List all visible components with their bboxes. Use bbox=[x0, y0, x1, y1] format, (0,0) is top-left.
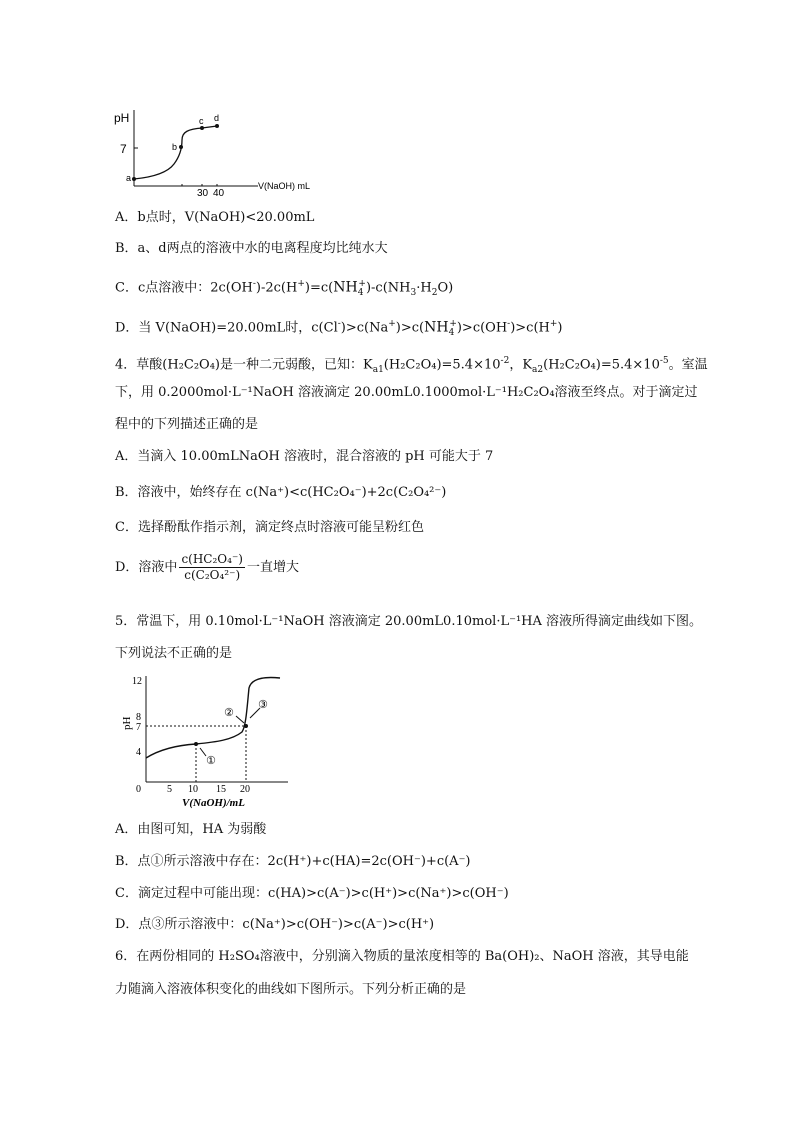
point-c bbox=[200, 126, 204, 130]
q5-option-b: B．点①所示溶液中存在：2c(H⁺)+c(HA)=2c(OH⁻)+c(A⁻) bbox=[115, 854, 471, 869]
y-axis-label: pH bbox=[121, 716, 133, 730]
titration-curve bbox=[146, 677, 280, 758]
point-a bbox=[132, 177, 136, 181]
q3-option-a: A．b点时，V(NaOH)<20.00mL bbox=[115, 210, 315, 225]
q6-stem-line2: 力随滴入溶液体积变化的曲线如下图所示。下列分析正确的是 bbox=[115, 982, 467, 997]
q4-option-a: A．当滴入 10.00mLNaOH 溶液时，混合溶液的 pH 可能大于 7 bbox=[115, 449, 494, 464]
q5-stem-line1: 5．常温下，用 0.10mol·L⁻¹NaOH 溶液滴定 20.00mL0.10mol·L⁻¹HA 溶液所得滴定曲线如下图。 bbox=[115, 614, 703, 629]
q5-option-d: D．点③所示溶液中：c(Na⁺)>c(OH⁻)>c(A⁻)>c(H⁺) bbox=[115, 917, 435, 932]
q3-option-c: C．c点溶液中：$2c(OH^-)-2c(H^+)=c(NH_4^+)-c(NH_3\cdot H_2O)$ bbox=[115, 279, 454, 298]
y-tick-8: 8 bbox=[136, 712, 141, 723]
y-tick-12: 12 bbox=[132, 676, 142, 687]
label-c: c bbox=[199, 116, 204, 126]
x-tick-40: 40 bbox=[213, 188, 225, 199]
q4-stem-line2: 下，用 0.2000mol·L⁻¹NaOH 溶液滴定 20.00mL0.1000mol·L⁻¹H₂C₂O₄溶液至终点。对于滴定过 bbox=[115, 385, 698, 400]
q4-stem-line1: 4．草酸(H₂C₂O₄)是一种二元弱酸，已知：$K_{a1}(H_2C_2O_4)=5.4\times 10^{-2}$，$K_{a2}(H_2C_2O_4)=5.4\times 10^{-5}$。室温 bbox=[115, 356, 708, 375]
q5-option-c: C．滴定过程中可能出现：c(HA)>c(A⁻)>c(H⁺)>c(Na⁺)>c(OH⁻) bbox=[115, 886, 509, 901]
label-a: a bbox=[126, 173, 132, 183]
q4-option-b: B．溶液中，始终存在 c(Na⁺)<c(HC₂O₄⁻)+2c(C₂O₄²⁻) bbox=[115, 485, 447, 500]
point-2 bbox=[244, 724, 248, 728]
titration-curve bbox=[134, 126, 217, 179]
label-b: b bbox=[172, 142, 178, 152]
point-1 bbox=[194, 742, 198, 746]
marker-3: ③ bbox=[258, 698, 268, 711]
q5-stem-line2: 下列说法不正确的是 bbox=[115, 646, 233, 661]
titration-chart-2 bbox=[110, 668, 300, 813]
q4-stem-line3: 程中的下列描述正确的是 bbox=[115, 417, 259, 432]
y-tick-7: 7 bbox=[120, 142, 127, 156]
point-b bbox=[179, 145, 183, 149]
marker-2: ② bbox=[224, 706, 234, 719]
y-tick-4: 4 bbox=[136, 747, 141, 758]
label-d: d bbox=[214, 113, 220, 123]
x-tick-30: 30 bbox=[197, 188, 209, 199]
x-axis-label: V(NaOH)/mL bbox=[182, 797, 245, 809]
x-tick-15: 15 bbox=[216, 784, 226, 795]
q3-option-b: B．a、d两点的溶液中水的电离程度均比纯水大 bbox=[115, 241, 388, 256]
x-tick-5: 5 bbox=[167, 784, 172, 795]
q3-option-d: D．当 V(NaOH)=20.00mL时，$c(Cl^-)>c(Na^+)>c(NH_4^+)>c(OH^-)>c(H^+)$ bbox=[115, 319, 563, 338]
marker-1: ① bbox=[206, 754, 216, 767]
x-tick-20: 20 bbox=[240, 784, 250, 795]
q4-option-c: C．选择酚酞作指示剂，滴定终点时溶液可能呈粉红色 bbox=[115, 520, 424, 535]
x-tick-0: 0 bbox=[136, 784, 141, 795]
q5-option-a: A．由图可知，HA 为弱酸 bbox=[115, 822, 267, 837]
titration-chart-1 bbox=[110, 100, 350, 200]
q4-option-d: D．溶液中 $\frac{\text{c(HC₂O₄⁻)}}{\text{c(C₂O₄²⁻)}}$ 一直增大 bbox=[115, 552, 299, 582]
x-tick-10: 10 bbox=[188, 784, 198, 795]
concentration-ratio: $\frac{\text{c(HC₂O₄⁻)}}{\text{c(C₂O₄²⁻)}}$ bbox=[181, 552, 243, 582]
y-axis-label: pH bbox=[114, 111, 130, 125]
y-tick-7: 7 bbox=[136, 722, 141, 733]
x-axis-label: V(NaOH) mL bbox=[258, 181, 311, 191]
point-d bbox=[215, 124, 219, 128]
q6-stem-line1: 6．在两份相同的 H₂SO₄溶液中，分别滴入物质的量浓度相等的 Ba(OH)₂、NaOH 溶液，其导电能 bbox=[115, 949, 689, 964]
